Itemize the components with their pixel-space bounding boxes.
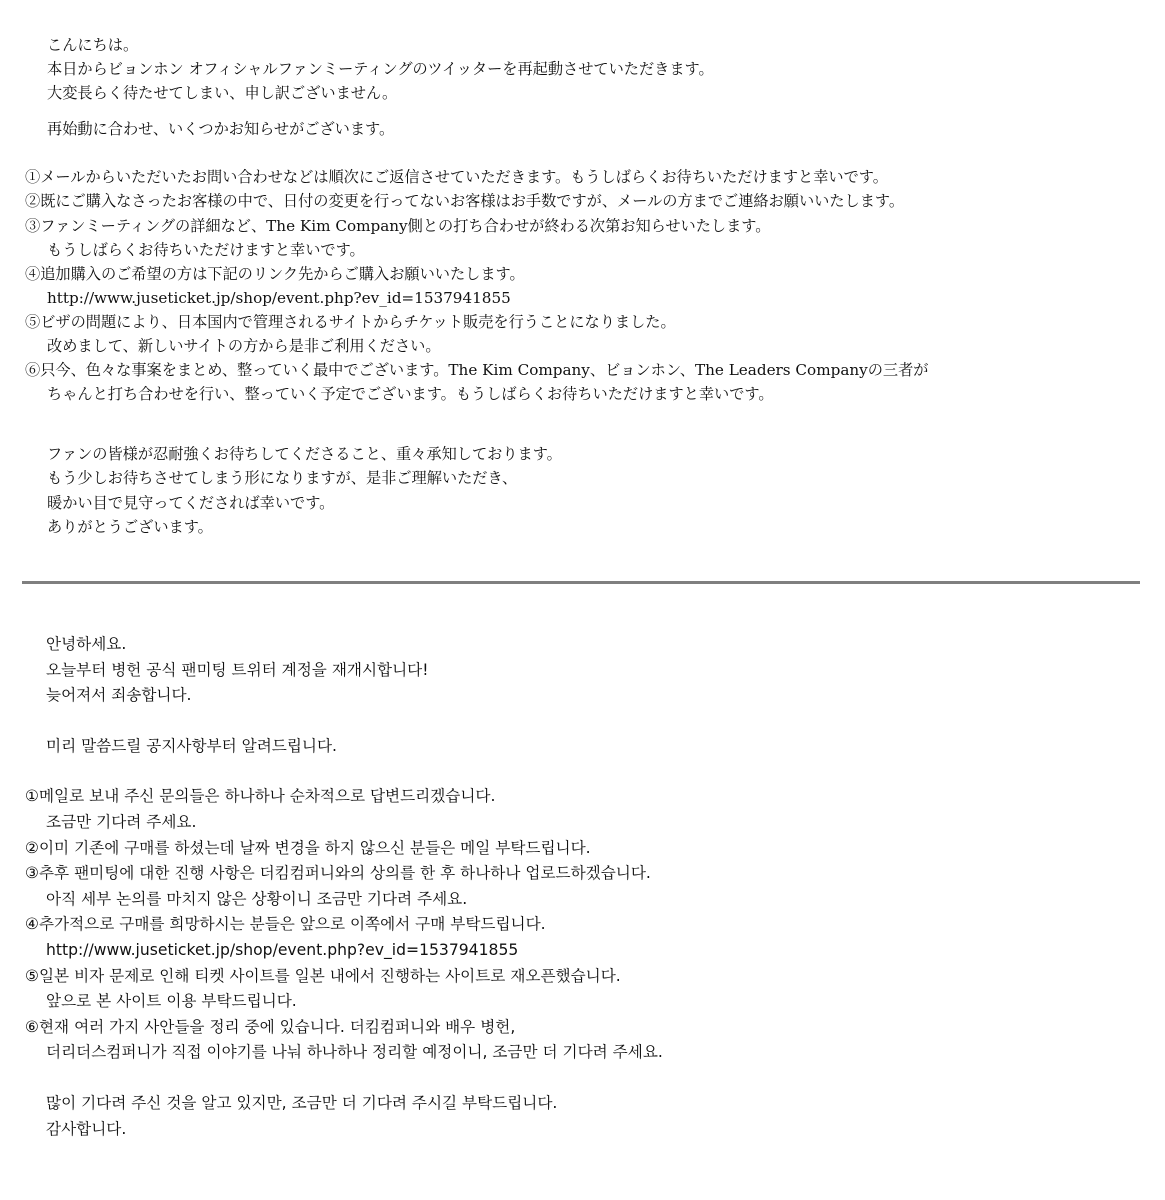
kr-item-3: ③추후 팬미팅에 대한 진행 사항은 더킴컴퍼니와의 상의를 한 후 하나하나 업로드하겠습니다.: [25, 864, 651, 883]
kr-restart-line: 오늘부터 병헌 공식 팬미팅 트위터 계정을 재개시합니다!: [46, 660, 429, 679]
korean-notice: [0, 632, 1165, 1142]
kr-notice-line: 미리 말씀드릴 공지사항부터 알려드립니다.: [46, 736, 337, 755]
kr-closing-2: 감사합니다.: [46, 1119, 127, 1138]
kr-item-4: ④추가적으로 구매를 희망하시는 분들은 앞으로 이쪽에서 구매 부탁드립니다.: [25, 915, 546, 934]
jp-item-1: ①メールからいただいたお問い合わせなどは順次にご返信させていただきます。もうしばらくお待ちいただけますと幸いです。: [25, 168, 888, 187]
jp-item-4-url: http://www.juseticket.jp/shop/event.php?ev_id=1537941855: [47, 288, 511, 307]
kr-item-1-continued: 조금만 기다려 주세요.: [46, 812, 197, 831]
kr-closing-1: 많이 기다려 주신 것을 알고 있지만, 조금만 더 기다려 주시길 부탁드립니다.: [46, 1093, 558, 1112]
kr-item-4-url: http://www.juseticket.jp/shop/event.php?ev_id=1537941855: [46, 940, 519, 959]
jp-closing-2: もう少しお待ちさせてしまう形になりますが、是非ご理解いただき、: [47, 469, 518, 488]
jp-greeting: こんにちは。: [47, 36, 139, 54]
kr-item-2: ②이미 기존에 구매를 하셨는데 날짜 변경을 하지 않으신 분들은 메일 부탁드립니다.: [25, 838, 591, 857]
kr-item-3-continued: 아직 세부 논의를 마치지 않은 상황이니 조금만 기다려 주세요.: [46, 889, 468, 908]
section-divider: [22, 581, 1140, 584]
jp-item-2: ②既にご購入なさったお客様の中で、日付の変更を行ってないお客様はお手数ですが、メールの方までご連絡お願いいたします。: [25, 192, 905, 211]
jp-closing-1: ファンの皆様が忍耐強くお待ちしてくださること、重々承知しております。: [47, 445, 562, 464]
kr-item-6: ⑥현재 여러 가지 사안들을 정리 중에 있습니다. 더킴컴퍼니와 배우 병헌,: [25, 1017, 516, 1036]
jp-apology-line: 大変長らく待たせてしまい、申し訳ございません。: [47, 84, 398, 103]
kr-item-5: ⑤일본 비자 문제로 인해 티켓 사이트를 일본 내에서 진행하는 사이트로 재오픈했습니다.: [25, 966, 621, 985]
jp-item-5-continued: 改めまして、新しいサイトの方から是非ご利用ください。: [47, 337, 441, 356]
jp-item-3: ③ファンミーティングの詳細など、The Kim Company側との打ち合わせが終わる次第お知らせいたします。: [25, 216, 771, 235]
kr-apology-line: 늦어져서 죄송합니다.: [46, 686, 192, 705]
jp-restart-line: 本日からビョンホン オフィシャルファンミーティングのツイッターを再起動させていただきます。: [47, 60, 714, 79]
japanese-notice: [0, 33, 1165, 539]
jp-closing-4: ありがとうございます。: [47, 517, 213, 536]
jp-item-5: ⑤ビザの問題により、日本国内で管理されるサイトからチケット販売を行うことになりました。: [25, 312, 676, 331]
kr-greeting: 안녕하세요.: [46, 635, 127, 653]
jp-item-6-continued: ちゃんと打ち合わせを行い、整っていく予定でございます。もうしばらくお待ちいただけますと幸いです。: [47, 385, 774, 404]
jp-closing-3: 暖かい目で見守ってくだされば幸いです。: [47, 493, 335, 512]
jp-notice-line: 再始動に合わせ、いくつかお知らせがございます。: [47, 120, 395, 139]
jp-item-6: ⑥只今、色々な事案をまとめ、整っていく最中でございます。The Kim Company、ビョンホン、The Leaders Companyの三者が: [25, 361, 929, 380]
kr-item-5-continued: 앞으로 본 사이트 이용 부탁드립니다.: [46, 992, 297, 1011]
jp-item-3-continued: もうしばらくお待ちいただけますと幸いです。: [47, 240, 365, 259]
kr-item-1: ①메일로 보내 주신 문의들은 하나하나 순차적으로 답변드리겠습니다.: [25, 787, 496, 806]
jp-item-4: ④追加購入のご希望の方は下記のリンク先からご購入お願いいたします。: [25, 264, 525, 283]
kr-item-6-continued: 더리더스컴퍼니가 직접 이야기를 나눠 하나하나 정리할 예정이니, 조금만 더 기다려 주세요.: [46, 1043, 663, 1062]
